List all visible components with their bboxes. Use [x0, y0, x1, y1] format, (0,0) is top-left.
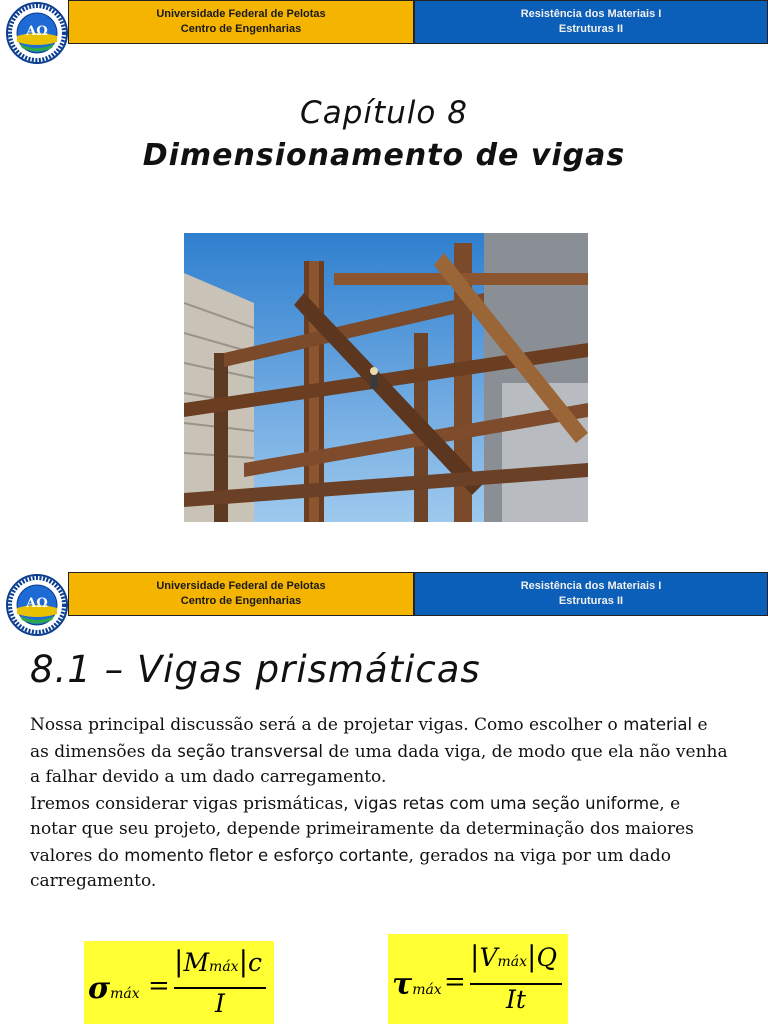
- chapter-title: Dimensionamento de vigas: [142, 138, 626, 173]
- inertia-symbol: I: [215, 989, 225, 1018]
- highlight-moment-shear: momento fletor e esforço cortante: [124, 845, 409, 865]
- formula-lhs: [392, 967, 442, 1002]
- paragraph-2-text: Iremos considerar vigas prismáticas: [30, 793, 344, 814]
- sigma-symbol: σ: [88, 971, 111, 1006]
- first-moment-symbol: Q: [536, 943, 557, 972]
- shear-symbol: V: [479, 943, 498, 972]
- formula-lhs: [88, 971, 140, 1006]
- section-title: 8.1 – Vigas prismáticas: [30, 648, 481, 691]
- sigma-subscript: máx: [110, 986, 140, 1002]
- center-name: Centro de Engenharias: [180, 595, 302, 607]
- body-text: [30, 712, 730, 895]
- equals-sign: =: [148, 971, 170, 1001]
- course-name: Resistência dos Materiais I: [520, 580, 662, 592]
- slide-header: [68, 0, 768, 46]
- svg-text:AΩ: AΩ: [26, 596, 48, 611]
- bending-stress-formula: [84, 941, 274, 1024]
- header-course-box: [414, 572, 768, 616]
- paragraph-1-text: de uma dada viga, de modo que ela não venha a falhar devido a um dado carregamento.: [30, 741, 728, 787]
- svg-text:AΩ: AΩ: [26, 24, 48, 39]
- course-name: Resistência dos Materiais I: [520, 8, 662, 20]
- formula-numerator: |Mmáx|c: [174, 945, 263, 978]
- paragraph-2-text: , e notar que seu projeto, depende primeiramente da determinação dos maiores valores do: [30, 793, 694, 866]
- tau-subscript: máx: [412, 982, 442, 998]
- moment-symbol: M: [183, 948, 210, 977]
- highlight-cross-section: seção transversal: [177, 741, 323, 761]
- equals-sign: =: [444, 967, 466, 997]
- header-institution-box: [68, 572, 414, 616]
- header-institution-box: [68, 0, 414, 44]
- distance-symbol: c: [248, 948, 263, 977]
- slide-gap: [0, 545, 768, 572]
- university-name: Universidade Federal de Pelotas: [156, 8, 326, 20]
- highlight-straight-beams: , vigas retas com uma seção uniforme: [343, 793, 660, 813]
- shear-stress-formula: [388, 934, 568, 1024]
- highlight-material: material: [623, 715, 693, 734]
- shear-subscript: máx: [497, 954, 528, 970]
- slide-header: [68, 572, 768, 618]
- inertia-thickness-symbol: It: [506, 985, 526, 1014]
- university-name: Universidade Federal de Pelotas: [156, 580, 326, 592]
- paragraph-2-text: , gerados na viga por um dado carregamento.: [30, 845, 672, 891]
- slide-prismatic-beams: [0, 572, 768, 1024]
- subject-name: Estruturas II: [558, 595, 624, 607]
- steel-frame-photo: [184, 233, 588, 522]
- center-name: Centro de Engenharias: [180, 23, 302, 35]
- tau-symbol: τ: [392, 967, 413, 1002]
- moment-subscript: máx: [209, 959, 239, 975]
- university-seal-icon: [6, 2, 68, 64]
- paragraph-1-text: Nossa principal discussão será a de projetar vigas. Como escolher o: [30, 715, 624, 735]
- chapter-number: Capítulo 8: [300, 95, 468, 131]
- subject-name: Estruturas II: [558, 23, 624, 35]
- formula-numerator: |Vmáx|Q: [470, 940, 557, 973]
- header-course-box: [414, 0, 768, 44]
- university-seal-icon: [6, 574, 68, 636]
- paragraph-1-text: e as dimensões da: [30, 715, 708, 762]
